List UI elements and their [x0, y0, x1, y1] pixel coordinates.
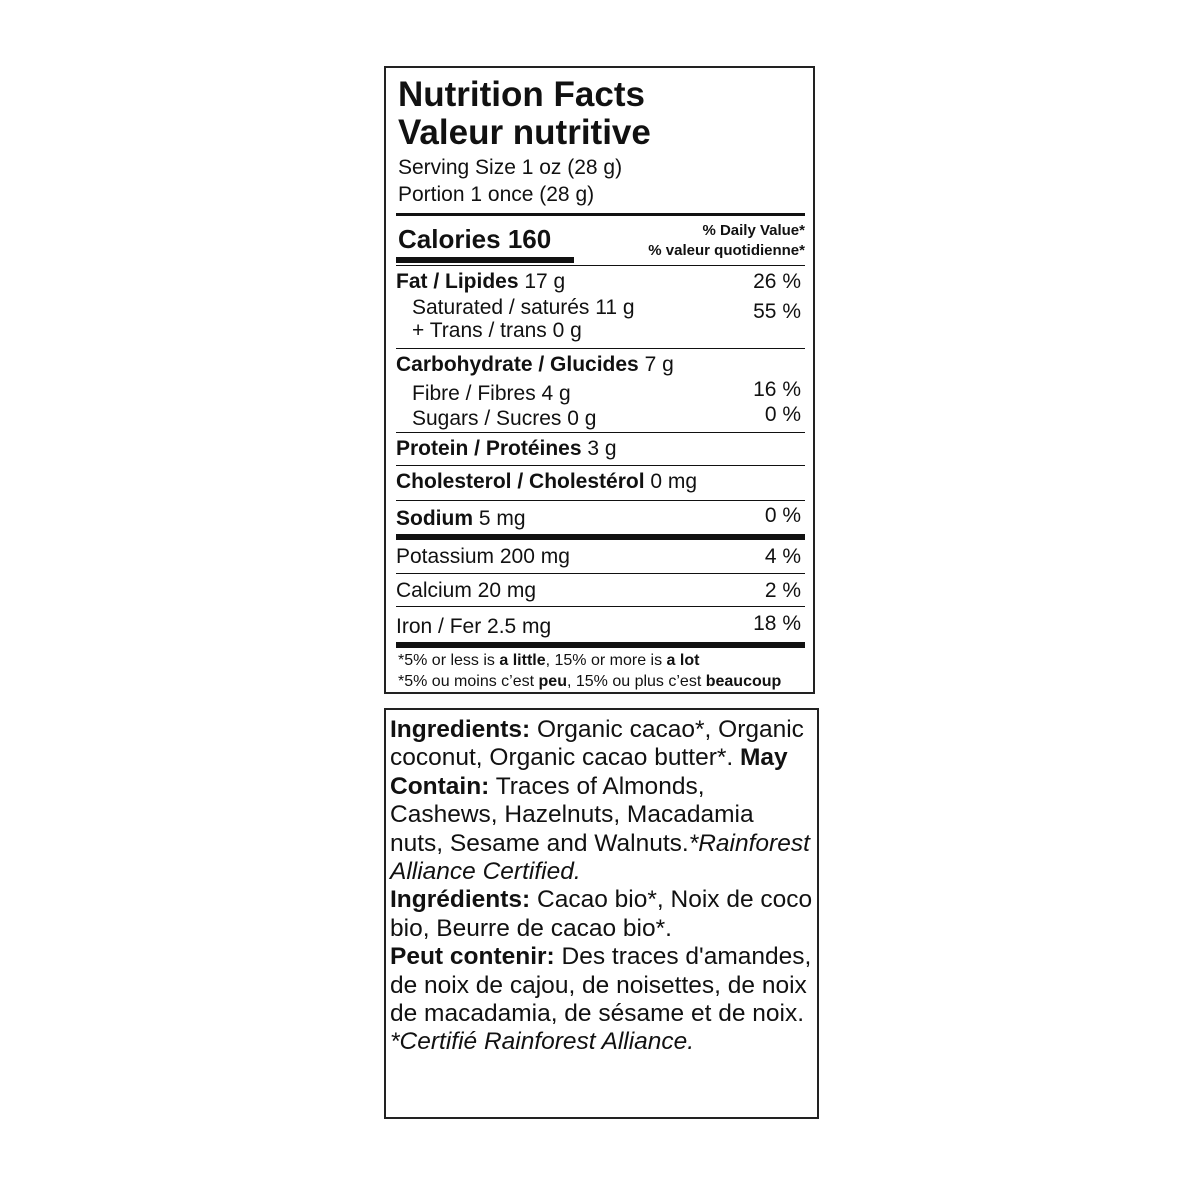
footnote-en-text: , 15% or more is — [545, 652, 667, 669]
may-contain-text: Traces of Almonds, Cashews, Hazelnuts, Macadamia nuts, Sesame and Walnuts. — [390, 772, 754, 857]
divider — [396, 573, 805, 574]
footnote-en-bold: a little — [499, 652, 546, 669]
footnote-fr — [398, 671, 781, 693]
ingredients-panel — [384, 708, 819, 1119]
cholesterol-amount: 0 mg — [650, 470, 698, 493]
sugars-pct: 0 % — [764, 403, 801, 426]
cholesterol-row — [396, 468, 805, 496]
iron-pct: 18 % — [753, 612, 801, 635]
fat-label: Fat / Lipides — [396, 270, 519, 293]
protein-row — [396, 435, 805, 463]
saturated-pct: 55 % — [753, 300, 801, 323]
carbohydrate-amount: 7 g — [644, 353, 674, 376]
calories-value: 160 — [507, 224, 552, 254]
sugars-label: Sugars / Sucres 0 g — [412, 407, 597, 430]
certification-en: *Rainforest Alliance Certified. — [390, 829, 810, 886]
divider-thick — [396, 642, 805, 648]
fat-row — [396, 268, 805, 296]
calories-label: Calories — [398, 224, 501, 254]
ingredients-en-label: Ingredients: — [390, 716, 531, 743]
potassium-label: Potassium 200 mg — [396, 545, 570, 568]
divider — [396, 606, 805, 607]
divider — [396, 213, 805, 216]
footnote-fr-text: *5% ou moins c’est — [398, 673, 539, 690]
may-contain-fr-text: Des traces d'amandes, de noix de cajou, de noisettes, de noix de macadamia, de sésame et de noix. — [390, 943, 812, 1028]
fat-amount: 17 g — [524, 270, 566, 293]
fibre-pct: 16 % — [753, 378, 801, 401]
divider — [396, 500, 805, 501]
iron-label: Iron / Fer 2.5 mg — [396, 615, 552, 638]
serving-size-en: Serving Size 1 oz (28 g) — [398, 156, 623, 179]
serving-size-fr: Portion 1 once (28 g) — [398, 183, 595, 206]
potassium-pct: 4 % — [764, 545, 801, 568]
ingredients-en — [390, 716, 813, 886]
calories-row — [398, 224, 551, 255]
carbohydrate-row — [396, 351, 805, 379]
ingredients-en-text: Organic cacao*, Organic coconut, Organic cacao butter*. — [390, 716, 804, 772]
divider — [396, 265, 805, 266]
divider — [396, 465, 805, 466]
footnote-fr-text: , 15% ou plus c’est — [566, 673, 706, 690]
sodium-label: Sodium — [396, 507, 473, 530]
ingredients-fr — [390, 886, 813, 943]
carbohydrate-label: Carbohydrate / Glucides — [396, 353, 639, 376]
daily-value-fr: % valeur quotidienne* — [648, 242, 805, 259]
trans-label: + Trans / trans 0 g — [412, 319, 582, 342]
may-contain-fr-label: Peut contenir: — [390, 943, 555, 971]
footnote-fr-bold: beaucoup — [705, 673, 782, 690]
calories-underline — [396, 257, 574, 263]
calcium-row — [396, 577, 805, 605]
may-contain-label: May Contain: — [390, 744, 788, 800]
may-contain-fr — [390, 943, 813, 1057]
saturated-label: Saturated / saturés — [412, 296, 590, 319]
footnote-en-bold: a lot — [666, 652, 700, 669]
iron-row — [396, 613, 805, 641]
footnote-fr-bold: peu — [538, 673, 567, 690]
fat-pct: 26 % — [753, 270, 801, 293]
footnote-en — [398, 650, 699, 672]
ingredients-fr-label: Ingrédients: — [390, 886, 531, 914]
footnote-en-text: *5% or less is — [398, 652, 500, 669]
fibre-row — [412, 380, 805, 408]
potassium-row — [396, 543, 805, 571]
saturated-amount: 11 g — [595, 296, 635, 319]
trans-row — [412, 317, 805, 345]
divider-thick — [396, 534, 805, 540]
ingredients-fr-text: Cacao bio*, Noix de coco bio, Beurre de cacao bio*. — [390, 886, 813, 942]
divider — [396, 348, 805, 349]
sugars-row — [412, 405, 805, 433]
sodium-amount: 5 mg — [478, 507, 526, 530]
sodium-row — [396, 505, 805, 533]
calcium-pct: 2 % — [764, 579, 801, 602]
certification-fr: *Certifié Rainforest Alliance. — [390, 1028, 695, 1056]
protein-amount: 3 g — [587, 437, 617, 460]
fibre-label: Fibre / Fibres 4 g — [412, 382, 571, 405]
sodium-pct: 0 % — [764, 504, 801, 527]
divider — [396, 432, 805, 433]
daily-value-en: % Daily Value* — [702, 222, 805, 239]
cholesterol-label: Cholesterol / Cholestérol — [396, 470, 645, 493]
calcium-label: Calcium 20 mg — [396, 579, 537, 602]
title-fr: Valeur nutritive — [398, 113, 651, 152]
daily-value-header — [648, 221, 805, 261]
title-en: Nutrition Facts — [398, 75, 645, 114]
nutrition-facts-panel — [384, 66, 815, 694]
protein-label: Protein / Protéines — [396, 437, 582, 460]
